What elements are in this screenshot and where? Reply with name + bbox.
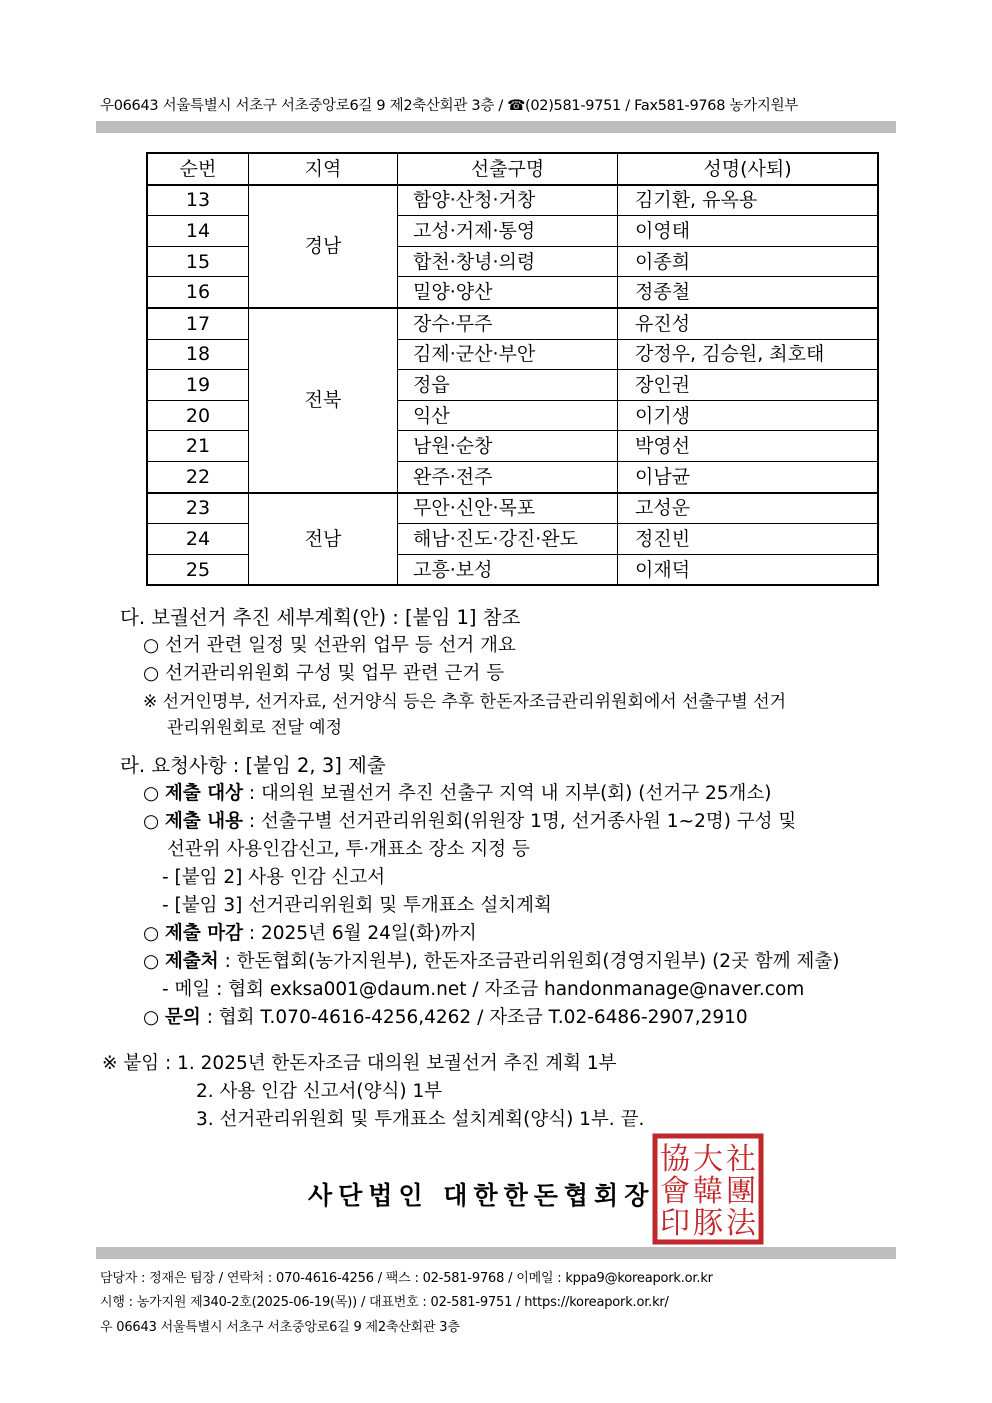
table-row [147,308,878,339]
bullet-circle: ○ [143,783,160,804]
row-number: 24 [147,524,249,555]
submit-destination-label: 제출처 [165,951,219,972]
attach-3-line: - [붙임 3] 선거관리위원회 및 투개표소 설치계획 [162,895,552,916]
resigned-names: 이기생 [618,400,879,431]
attachment-line-1: ※ 붙임 : 1. 2025년 한돈자조금 대의원 보궐선거 추진 계획 1부 [102,1053,617,1074]
section-da-item-1: ○ 선거 관련 일정 및 선관위 업무 등 선거 개요 [143,635,516,656]
header-divider [96,121,896,133]
resigned-names: 이남균 [618,461,879,492]
seal-char: 印 [660,1206,690,1241]
district-name: 밀양·양산 [398,277,618,308]
row-number: 17 [147,308,249,339]
seal-char: 法 [726,1206,756,1241]
footer-divider [96,1247,896,1259]
bullet-circle: ○ [143,951,160,972]
district-name: 정읍 [398,370,618,401]
col-header-names: 성명(사퇴) [618,153,879,185]
col-header-number: 순번 [147,153,249,185]
district-name: 장수·무주 [398,308,618,339]
row-number: 18 [147,339,249,370]
row-number: 13 [147,185,249,216]
section-da-note-1: ※ 선거인명부, 선거자료, 선거양식 등은 추후 한돈자조금관리위원회에서 선출구별 선거 [143,692,787,712]
attachment-line-3: 3. 선거관리위원회 및 투개표소 설치계획(양식) 1부. 끝. [196,1109,645,1130]
submit-content [143,809,796,835]
email-line: - 메일 : 협회 exksa001@daum.net / 자조금 handonmanage@naver.com [162,979,805,1000]
table-header-row [147,153,878,185]
district-name: 김제·군산·부안 [398,339,618,370]
col-header-district: 선출구명 [398,153,618,185]
section-ra-title: 라. 요청사항 : [붙임 2, 3] 제출 [120,754,386,777]
submit-deadline [143,921,477,947]
header-address: 우06643 서울특별시 서초구 서초중앙로6길 9 제2축산회관 3층 / ☎(02)581-9751 / Fax581-9768 농가지원부 [100,98,799,114]
resigned-names: 강정우, 김승원, 최호태 [618,339,879,370]
district-name: 합천·창녕·의령 [398,246,618,277]
resigned-names: 박영선 [618,431,879,462]
resigned-names: 김기환, 유옥용 [618,185,879,216]
row-number: 15 [147,246,249,277]
region-cell: 경남 [249,185,398,308]
region-cell: 전남 [249,493,398,586]
row-number: 23 [147,493,249,524]
row-number: 25 [147,554,249,585]
resigned-names: 고성운 [618,493,879,524]
col-header-region: 지역 [249,153,398,185]
section-da-item-2: ○ 선거관리위원회 구성 및 업무 관련 근거 등 [143,663,505,684]
attach-2-line: - [붙임 2] 사용 인감 신고서 [162,867,386,888]
footer-contact: 담당자 : 정재은 팀장 / 연락처 : 070-4616-4256 / 팩스 : 02-581-9768 / 이메일 : kppa9@koreapork.or.kr [100,1271,713,1286]
submit-deadline-label: 제출 마감 [165,923,243,944]
bullet-circle: ○ [143,811,160,832]
signature-line: 사단법인 대한한돈협회장 [308,1181,655,1210]
section-da-note-2: 관리위원회로 전달 예정 [167,718,343,738]
bullet-circle: ○ [143,1007,160,1028]
submit-destination-text: : 한돈협회(농가지원부), 한돈자조금관리위원회(경영지원부) (2곳 함께 제출) [224,951,840,972]
resigned-names: 이재덕 [618,554,879,585]
contact-line [143,1005,748,1031]
seal-char: 會 [660,1174,690,1209]
contact-text: : 협회 T.070-4616-4256,4262 / 자조금 T.02-6486-2907,2910 [206,1007,748,1028]
submit-content-cont: 선관위 사용인감신고, 투·개표소 장소 지정 등 [167,839,530,860]
seal-char: 團 [726,1174,756,1209]
row-number: 19 [147,370,249,401]
table-row [147,493,878,524]
region-cell: 전북 [249,308,398,493]
submit-destination [143,949,839,975]
official-seal-icon [652,1133,764,1245]
row-number: 22 [147,461,249,492]
bullet-circle: ○ [143,923,160,944]
district-name: 남원·순창 [398,431,618,462]
row-number: 21 [147,431,249,462]
district-table [146,152,879,586]
row-number: 16 [147,277,249,308]
contact-label: 문의 [165,1007,201,1028]
district-name: 무안·신안·목포 [398,493,618,524]
footer-address: 우 06643 서울특별시 서초구 서초중앙로6길 9 제2축산회관 3층 [100,1320,460,1335]
seal-char: 社 [726,1142,756,1177]
resigned-names: 이영태 [618,216,879,247]
table-row [147,185,878,216]
resigned-names: 정종철 [618,277,879,308]
submit-content-label: 제출 내용 [165,811,243,832]
seal-char: 協 [660,1142,690,1177]
footer-enforcement: 시행 : 농가지원 제340-2호(2025-06-19(목)) / 대표번호 : 02-581-9751 / https://koreapork.or.kr/ [100,1295,669,1310]
district-name: 익산 [398,400,618,431]
resigned-names: 정진빈 [618,524,879,555]
submit-deadline-text: : 2025년 6월 24일(화)까지 [248,923,477,944]
district-name: 고흥·보성 [398,554,618,585]
resigned-names: 이종희 [618,246,879,277]
submit-content-text: : 선출구별 선거관리위원회(위원장 1명, 선거종사원 1~2명) 구성 및 [248,811,797,832]
section-da-title: 다. 보궐선거 추진 세부계획(안) : [붙임 1] 참조 [120,606,521,629]
submit-target-label: 제출 대상 [165,783,243,804]
seal-char: 韓 [693,1174,723,1209]
district-name: 함양·산청·거창 [398,185,618,216]
resigned-names: 유진성 [618,308,879,339]
submit-target [143,781,771,807]
row-number: 20 [147,400,249,431]
seal-char: 大 [693,1142,723,1177]
submit-target-text: : 대의원 보궐선거 추진 선출구 지역 내 지부(회) (선거구 25개소) [248,783,772,804]
attachment-line-2: 2. 사용 인감 신고서(양식) 1부 [196,1081,443,1102]
resigned-names: 장인권 [618,370,879,401]
district-name: 해남·진도·강진·완도 [398,524,618,555]
district-name: 완주·전주 [398,461,618,492]
district-name: 고성·거제·통영 [398,216,618,247]
seal-char: 豚 [693,1206,723,1241]
row-number: 14 [147,216,249,247]
